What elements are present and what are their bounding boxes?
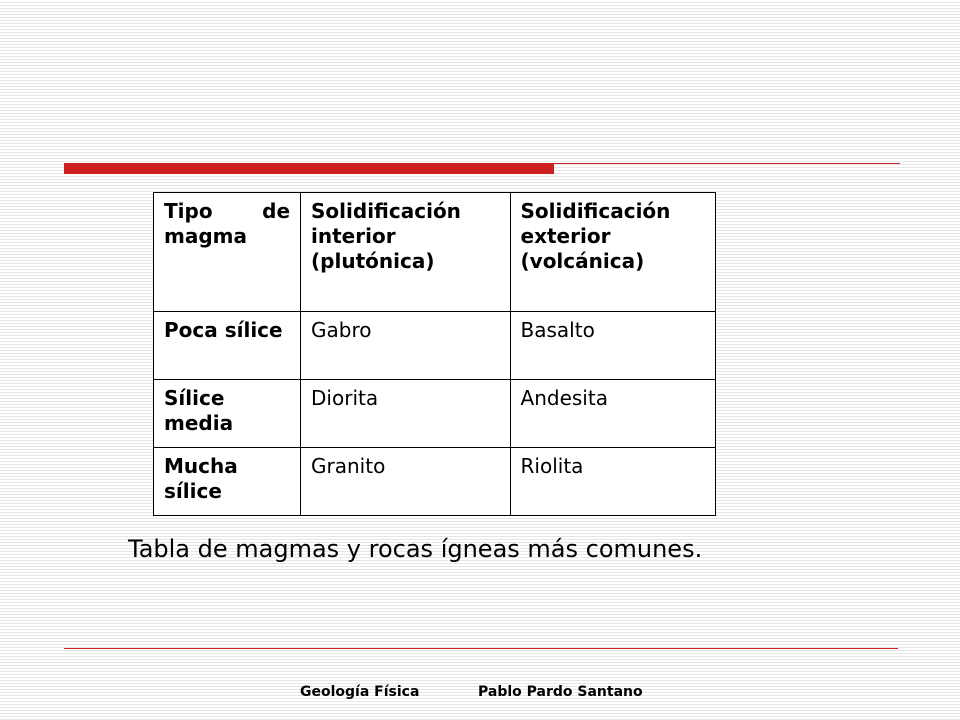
header-interior-solidification: Solidificación interior (plutónica) [301, 193, 510, 312]
plutonic-rock-cell: Granito [301, 448, 510, 516]
row-label: Sílice media [154, 380, 301, 448]
table-row [154, 380, 716, 448]
volcanic-rock-cell: Andesita [510, 380, 715, 448]
volcanic-rock-cell: Riolita [510, 448, 715, 516]
title-accent-line [554, 163, 900, 164]
table-row [154, 448, 716, 516]
footer-divider-line [64, 648, 898, 649]
table-caption: Tabla de magmas y rocas ígneas más comunes. [128, 535, 703, 563]
header-magma-type: Tipo de magma [154, 193, 301, 312]
table-row [154, 312, 716, 380]
title-accent-bar [64, 163, 554, 174]
plutonic-rock-cell: Gabro [301, 312, 510, 380]
footer-author: Pablo Pardo Santano [478, 684, 643, 700]
plutonic-rock-cell: Diorita [301, 380, 510, 448]
row-label: Poca sílice [154, 312, 301, 380]
table-header-row [154, 193, 716, 312]
magma-rock-table [153, 192, 716, 516]
volcanic-rock-cell: Basalto [510, 312, 715, 380]
footer-course-title: Geología Física [300, 684, 420, 700]
header-exterior-solidification: Solidificación exterior (volcánica) [510, 193, 715, 312]
row-label: Mucha sílice [154, 448, 301, 516]
